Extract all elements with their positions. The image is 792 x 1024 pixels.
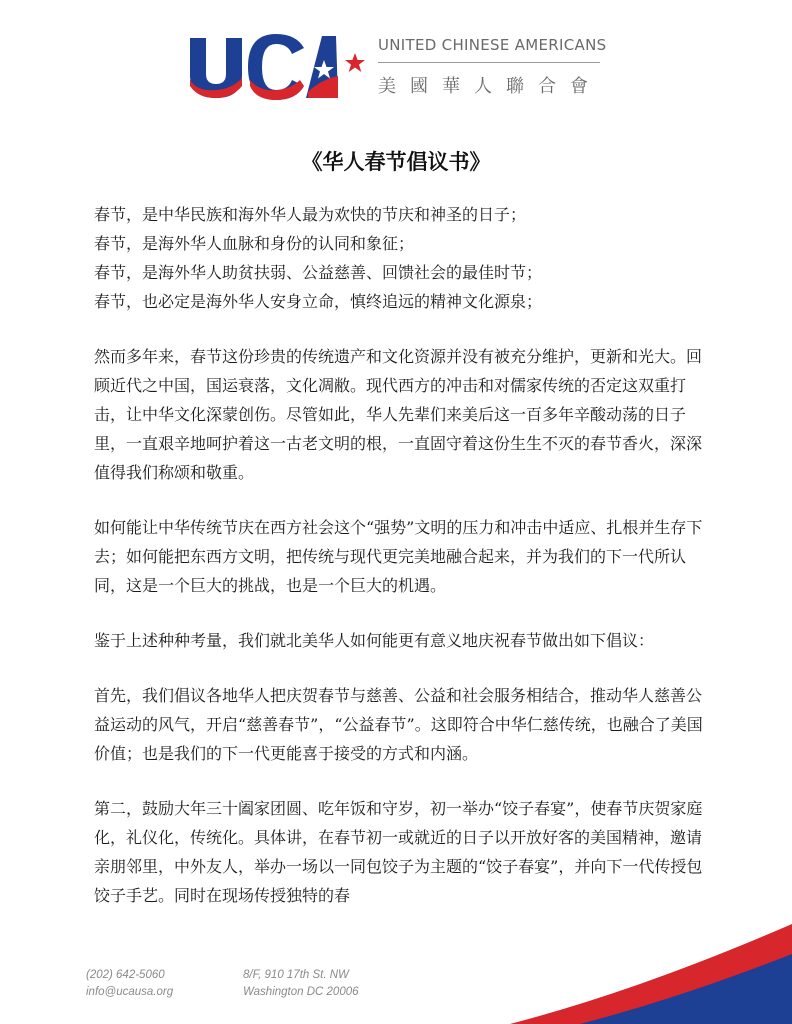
footer-contact [86,967,173,1001]
paragraph-3: 如何能让中华传统节庆在西方社会这个“强势”文明的压力和冲击中适应、扎根并生存下去；如何能把东西方文明，把传统与现代更完美地融合起来，并为我们的下一代所认同，这是一个巨大的挑战，也是一个巨大的机遇。 [94,518,703,595]
footer-email: info@ucausa.org [86,986,174,998]
letterhead [188,32,618,102]
footer-address [243,967,359,1001]
paragraph-4: 鉴于上述种种考量，我们就北美华人如何能更有意义地庆祝春节做出如下倡议： [94,631,655,650]
footer-address-line-1: 8/F, 910 17th St. NW [243,969,349,981]
org-name-chinese: 美國華人聯合會 [378,76,602,97]
red-star-icon [344,52,366,74]
paragraph-5: 首先，我们倡议各地华人把庆贺春节与慈善、公益和社会服务相结合，推动华人慈善公益运动的风气，开启“慈善春节”，“公益春节”。这即符合中华仁慈传统，也融合了美国价值；也是我们的下一代更能喜于接受的方式和内涵。 [94,686,703,763]
footer-swoosh-decoration [470,920,792,1024]
paragraph-1: 春节，是中华民族和海外华人最为欢快的节庆和神圣的日子； 春节，是海外华人血脉和身份的认同和象征； 春节，是海外华人助贫扶弱、公益慈善、回馈社会的最佳时节； 春节，也必定是海外华人安身立命，慎终追远的精神文化源泉； [94,205,543,311]
header-divider [378,62,600,63]
paragraph-6: 第二，鼓励大年三十阖家团圆、吃年饭和守岁，初一举办“饺子春宴”，使春节庆贺家庭化，礼仪化，传统化。具体讲，在春节初一或就近的日子以开放好客的美国精神，邀请亲朋邻里，中外友人，举办一场以一同包饺子为主题的“饺子春宴”，并向下一代传授包饺子手艺。同时在现场传授独特的春 [94,799,703,905]
paragraph-2: 然而多年来，春节这份珍贵的传统遗产和文化资源并没有被充分维护，更新和光大。回顾近代之中国，国运衰落，文化凋敝。现代西方的冲击和对儒家传统的否定这双重打击，让中华文化深蒙创伤。尽管如此，华人先辈们来美后这一百多年辛酸动荡的日子里，一直艰辛地呵护着这一古老文明的根，一直固守着这份生生不灭的春节香火，深深值得我们称颂和敬重。 [94,347,703,482]
uca-logo [188,32,338,100]
document-body [94,200,712,910]
org-name-english: UNITED CHINESE AMERICANS [378,36,607,54]
footer-phone: (202) 642-5060 [86,969,165,981]
document-title: 《华人春节倡议书》 [301,149,491,174]
footer-address-line-2: Washington DC 20006 [243,986,359,998]
